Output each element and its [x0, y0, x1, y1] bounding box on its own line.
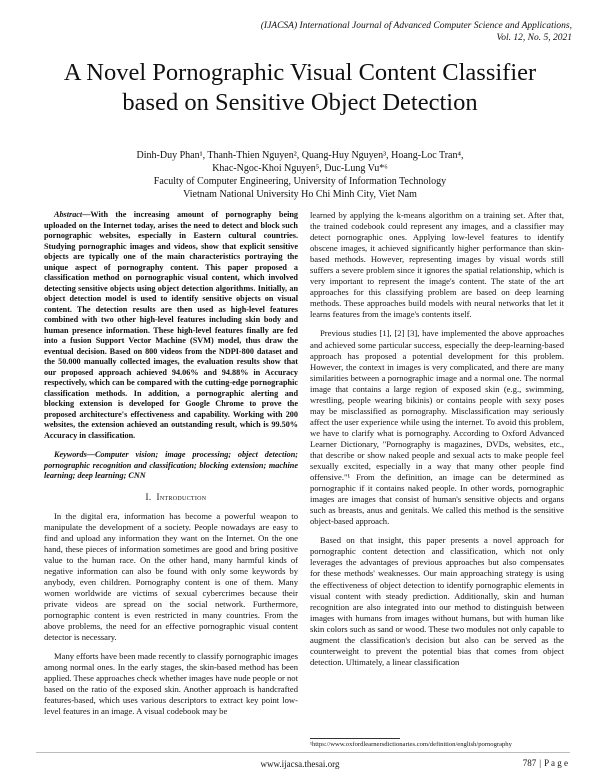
page-number-value: 787: [522, 758, 537, 768]
right-column: [310, 210, 564, 676]
authors-line-2: Khac-Ngoc-Khoi Nguyen⁵, Duc-Lung Vu*⁶: [212, 163, 388, 174]
affiliation-line-1: Faculty of Computer Engineering, University of Information Technology: [153, 176, 447, 187]
author-block: [60, 149, 540, 201]
body-paragraph: In the digital era, information has become a powerful weapon to manipulate the development of a society. People nowadays are easy to find and upload any information they want on the Internet. On the one hand, these pieces of information sometimes are good and bring positive value to the human race. On the other hand, many harmful kinds of negative information can also be found with only some keywords by anybody, even children. Pornography content is one of them. Many women worldwide are victims of sexual cybercrimes because their private videos are spread on the social network. Furthermore, pornographic content is even restricted in many countries. From the above problems, the need for an effective pornographic visual content detector is necessary.: [44, 510, 298, 643]
affiliation-line-2: Vietnam National University Ho Chi Minh City, Viet Nam: [183, 189, 417, 200]
keywords: Keywords—Computer vision; image processing; object detection; pornographic recognition and classification; blocking extension; machine learning; deep learning; CNN: [44, 450, 298, 480]
abstract-text: —With the increasing amount of pornography being uploaded on the Internet today, arises the need to detect and block such pornographic websites, especially in Eastern cultural countries. Studying pornographic images and videos, show that explicit sensitive objects are typically one of the main characteristics portraying the unique aspect of pornography content. This paper proposed a classification method on pornographic visual content, which involved detecting sensitive objects using object detection algorithms. Initially, an object detection model is used to identify sensitive objects on visual content. The detection results are then used as high-level features combined with two other high-level features including skin body and human presence information. These high-level features finally are fed into a fusion Support Vector Machine (SVM) model, thus draw the eventual decision. Based on 800 videos from the NDPI-800 dataset and the 50.000 manually collected images, the evaluation results show that our proposed approach achieved 94.06% and 94.88% in Accuracy respectively, which can be compared with the cutting-edge pornographic classification methods. In addition, a pornographic alerting and blocking extension is developed for Google Chrome to prove the proposed architecture's effectiveness and capability. Working with 200 websites, the extension achieved an outstanding result, which is 99.50% Accuracy in classification.: [44, 210, 298, 440]
footer-site: www.ijacsa.thesai.org: [260, 759, 340, 769]
body-paragraph: Previous studies [1], [2] [3], have implemented the above approaches and achieved some particular success, especially the deep-learning-based approach has proposed a potential development for this problem. However, the context in images is very complicated, and there are many similarities between a pornographic image and a normal one. The normal image that contains a large region of exposed skin (e.g., swimming, wrestling, people wearing bikinis) or contains people with sexy poses may be misclassified as pornography. Misclassification may seriously affect the user experience while using the internet. To avoid this problem, we have to clarify what is pornography. According to Oxford Advanced Learner Dictionary, "Pornography is magazines, DVDs, websites, etc., that describe or show naked people and sexual acts to make people feel sexually excited, especially in a way that many other people find offensive."¹ From the definition, an image can be determined as pornographic if it contains naked people. In other words, pornographic images are images that consist of human's sensitive objects and organs such as breasts, anus and genitals. We called this method is the sensitive object-based approach.: [310, 328, 564, 527]
authors-line-1: Dinh-Duy Phan¹, Thanh-Thien Nguyen², Quang-Huy Nguyen³, Hoang-Loc Tran⁴,: [136, 150, 464, 161]
title-line-1: A Novel Pornographic Visual Content Classifier: [63, 59, 537, 86]
footer-divider: [36, 752, 570, 753]
page-number: 787 | P a g e: [522, 758, 568, 768]
abstract-lead: Abstract: [54, 210, 83, 219]
journal-volume: Vol. 12, No. 5, 2021: [496, 33, 572, 43]
left-column: [44, 210, 298, 725]
paper-title: [40, 58, 560, 118]
body-paragraph: Many efforts have been made recently to classify pornographic images among normal ones. In the early stages, the skin-based method has been applied. These approaches check whether images have nude people or not based on the ratio of the exposed skin. Another approach is handcrafted features-based, which uses various descriptors to extract key point low-level features in an image. A visual codebook may be: [44, 651, 298, 717]
abstract: [44, 210, 298, 441]
footnote: ¹https://www.oxfordlearnersdictionaries.com/definition/english/pornography: [310, 741, 512, 748]
body-paragraph: Based on that insight, this paper presents a novel approach for pornographic content detection and classification, which not only leverages the advantages of previous approaches but also compensates for these methods' weaknesses. Our main approaching strategy is using the effectiveness of object detection to identify pornographic elements in visual content with steady prediction. Additionally, skin and human recognition are also integrated into our method to distinguish between images with humans from images without humans, but with human like skin colors such as sand or wood. These two modules not only capable to augment the classification's decision but also can be served as the counterweight to prevent the potential bias that comes from object detection. Ultimately, a linear classification: [310, 535, 564, 667]
journal-header: [152, 20, 572, 44]
page-word: P a g e: [544, 758, 568, 768]
section-title: Introduction: [156, 491, 207, 502]
title-line-2: based on Sensitive Object Detection: [122, 89, 478, 116]
section-number: I.: [145, 491, 152, 502]
journal-name: (IJACSA) International Journal of Advanced Computer Science and Applications,: [260, 21, 572, 31]
body-paragraph: learned by applying the k-means algorithm on a training set. After that, the trained codebook could represent any images, and a classifier may detect pornographic ones. Applying low-level features to identify obscene images, it achieved significantly higher performance than skin-based methods. However, representing images by visual words still suffers a severe problem since it ignores the spatial relationship, which is very important to represent the image's content. The state of the art approaches for this classifying problem are based on deep learning methods. These approaches build models with neural networks that let it learns features from the image's contents itself.: [310, 210, 564, 320]
section-heading: [44, 492, 298, 503]
footnote-divider: [310, 738, 400, 739]
